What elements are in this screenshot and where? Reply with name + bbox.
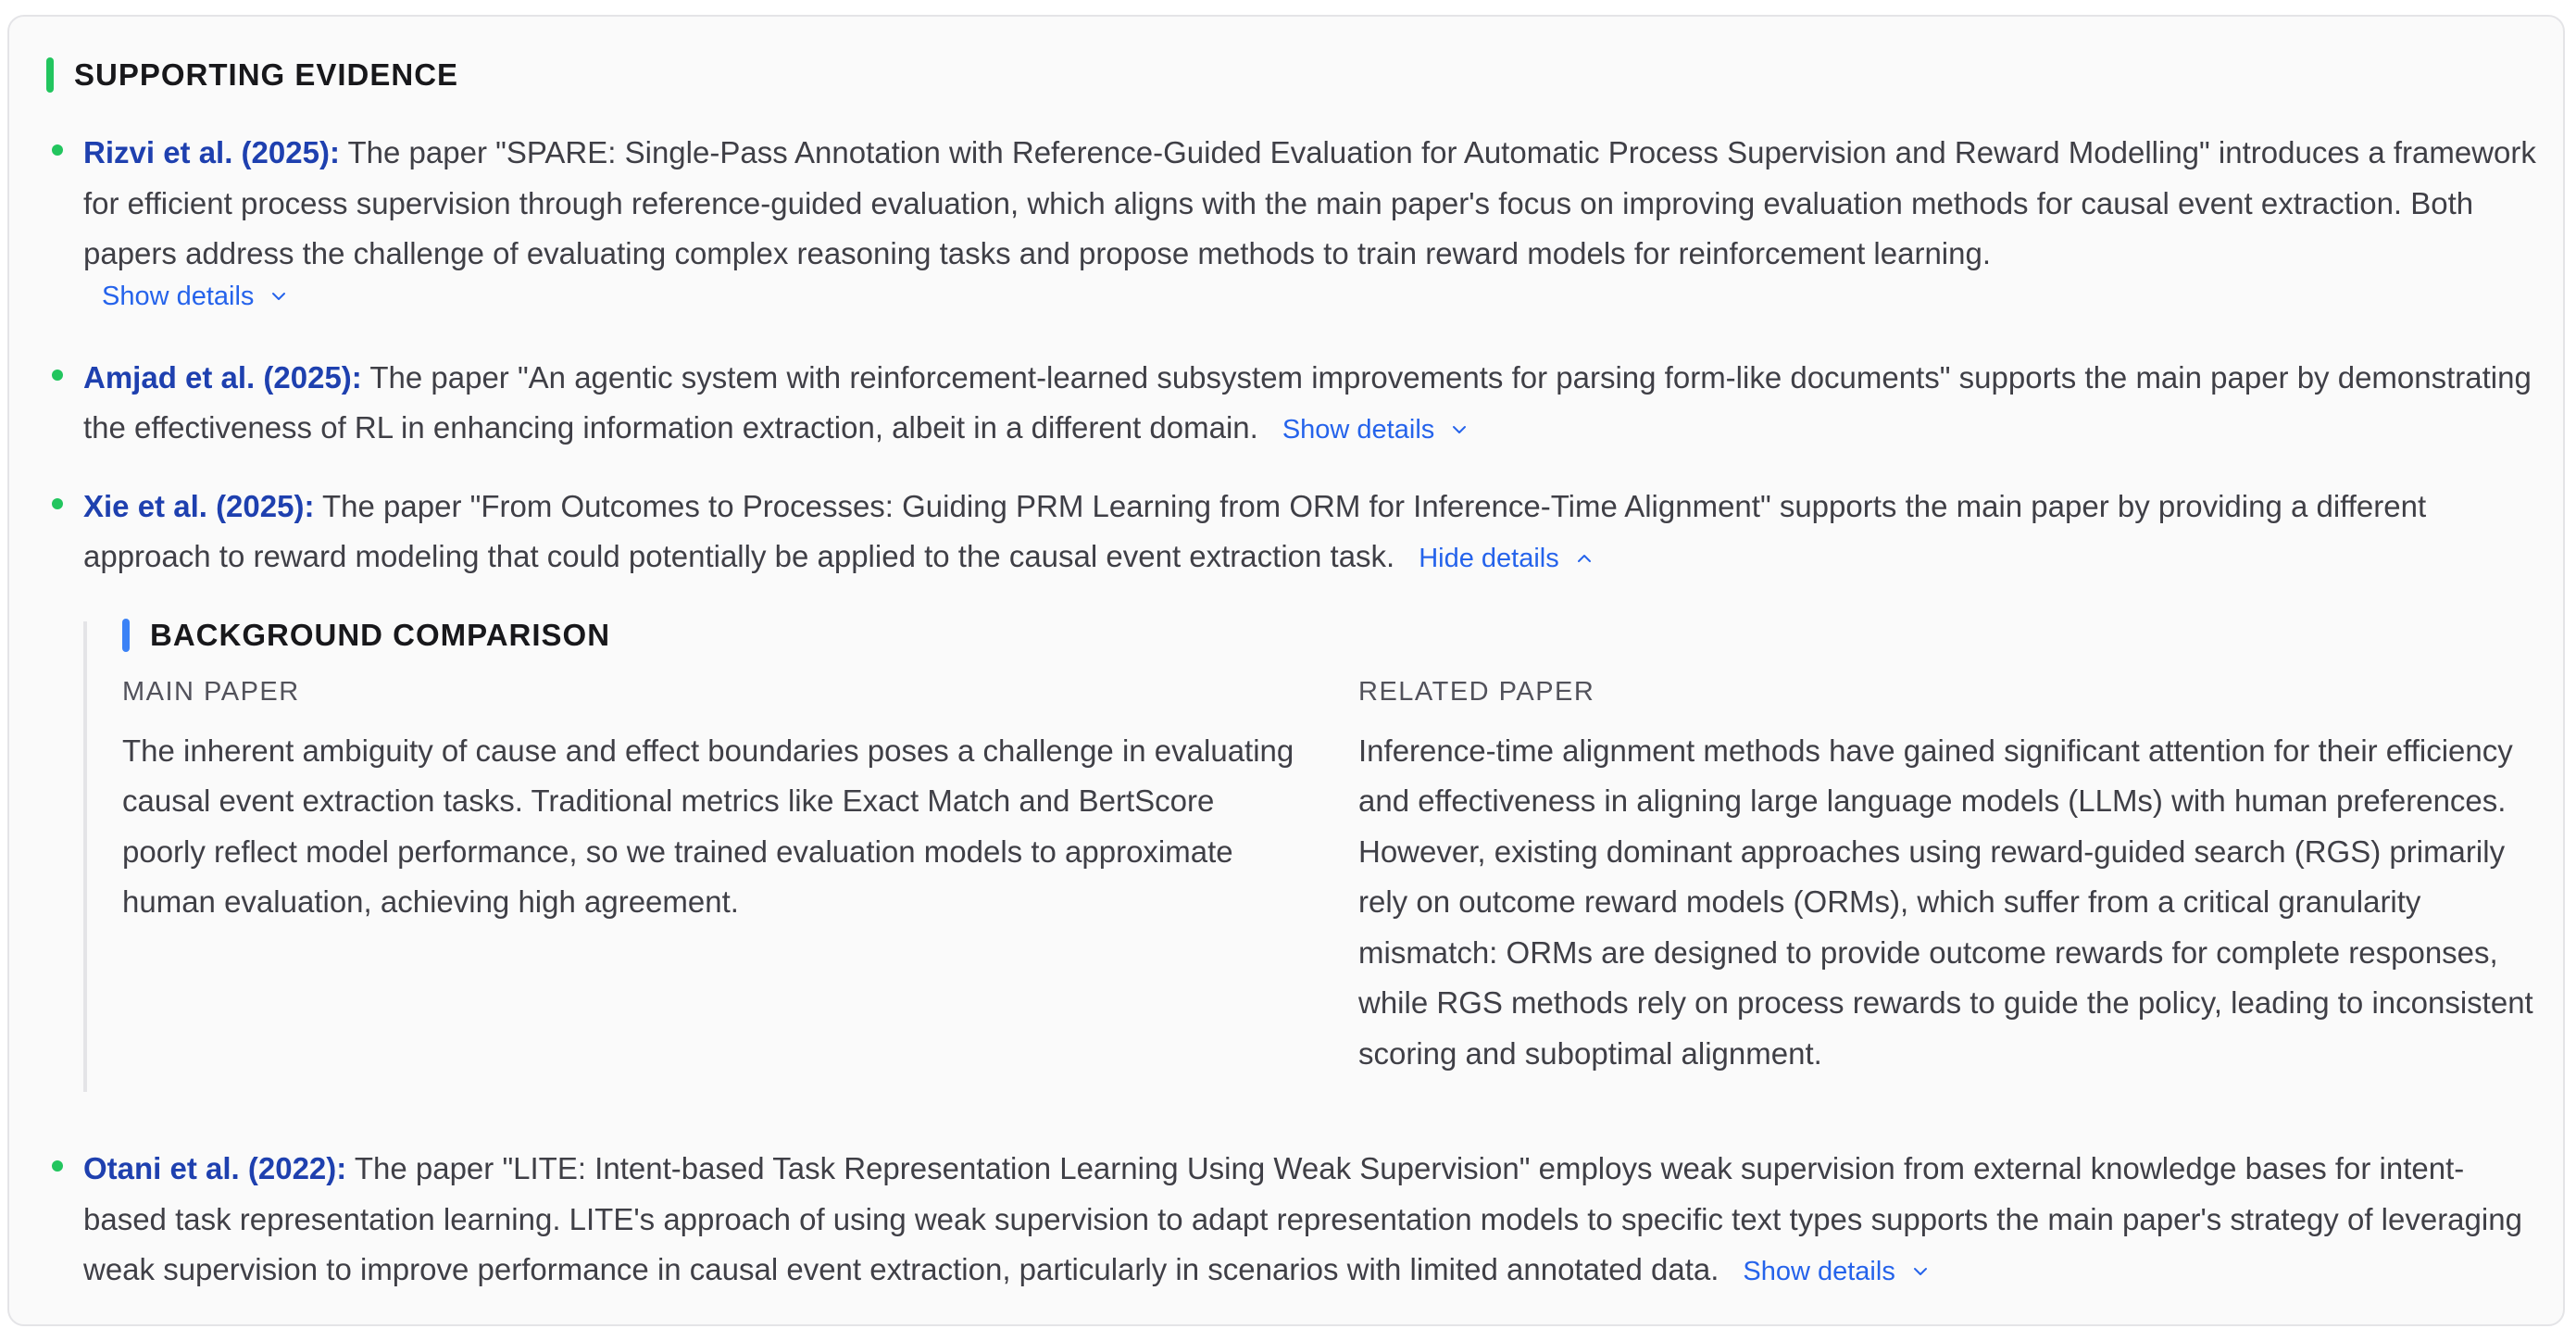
bullet-dot — [52, 1160, 63, 1172]
list-item — [46, 128, 2537, 312]
toggle-label: Show details — [102, 281, 255, 311]
hide-details-button[interactable] — [1419, 533, 1593, 584]
evidence-summary: The paper "An agentic system with reinforcement-learned subsystem improvements for parsing form-like documents" supports the main paper by demonstrating the effectiveness of RL in enhancing information extraction, albeit in a different domain. — [83, 359, 2532, 445]
related-paper-label: RELATED PAPER — [1358, 676, 1595, 707]
evidence-list — [46, 128, 2537, 1322]
show-details-button[interactable] — [1282, 405, 1468, 456]
section-header — [46, 57, 458, 93]
supporting-evidence-card — [7, 15, 2565, 1326]
chevron-down-icon — [270, 288, 287, 305]
chevron-down-icon — [1912, 1263, 1929, 1280]
citation-link[interactable]: Otani et al. (2022): — [83, 1151, 347, 1185]
show-details-button[interactable] — [1743, 1247, 1928, 1297]
chevron-down-icon — [1451, 421, 1468, 438]
chevron-up-icon — [1576, 550, 1593, 567]
evidence-text — [83, 482, 2537, 584]
bullet-dot — [52, 144, 63, 156]
list-item — [46, 353, 2537, 456]
bullet-dot — [52, 498, 63, 509]
toggle-label: Show details — [1282, 415, 1435, 445]
list-item — [46, 482, 2537, 1093]
related-paper-column — [1358, 677, 2537, 1080]
details-header — [122, 618, 2537, 653]
evidence-summary: The paper "SPARE: Single-Pass Annotation with Reference-Guided Evaluation for Automatic Process Supervision and Reward Modelling" introduces a framework for efficient process supervision through reference-guided evaluation, which aligns with the main paper's focus on improving evaluation methods for causal event extraction. Both papers address the challenge of evaluating complex reasoning tasks and propose methods to train reward models for reinforcement learning. — [83, 135, 2536, 270]
evidence-summary: The paper "LITE: Intent-based Task Representation Learning Using Weak Supervision" employs weak supervision from external knowledge bases for intent-based task representation learning. LITE's approach of using weak supervision to adapt representation models to specific text types supports the main paper's strategy of leveraging weak supervision to improve performance in causal event extraction, particularly in scenarios with limited annotated data. — [83, 1151, 2522, 1286]
show-details-button[interactable] — [102, 282, 2537, 312]
details-accent-bar — [122, 619, 130, 652]
list-item — [46, 1144, 2537, 1297]
main-paper-text: The inherent ambiguity of cause and effect boundaries poses a challenge in evaluating causal event extraction tasks. Traditional metrics like Exact Match and BertScore poorly reflect model performance, so we trained evaluation models to approximate human evaluation, achieving high agreement. — [122, 733, 1294, 919]
section-accent-bar — [46, 57, 54, 93]
evidence-text — [83, 1144, 2537, 1297]
evidence-summary: The paper "From Outcomes to Processes: Guiding PRM Learning from ORM for Inference-Time Alignment" supports the main paper by providing a different approach to reward modeling that could potentially be applied to the causal event extraction task. — [83, 488, 2427, 573]
main-paper-column — [122, 677, 1301, 1080]
section-title: SUPPORTING EVIDENCE — [74, 57, 459, 92]
main-paper-label: MAIN PAPER — [122, 676, 300, 707]
details-title: BACKGROUND COMPARISON — [150, 617, 611, 652]
citation-link[interactable]: Xie et al. (2025): — [83, 488, 315, 523]
evidence-text — [83, 353, 2537, 456]
related-paper-text: Inference-time alignment methods have gained significant attention for their efficiency and effectiveness in aligning large language models (LLMs) with human preferences. However, existing dominant approaches using reward-guided search (RGS) primarily rely on outcome reward models (ORMs), which suffer from a critical granularity mismatch: ORMs are designed to provide outcome rewards for complete responses, while RGS methods rely on process rewards to guide the policy, leading to inconsistent scoring and suboptimal alignment. — [1358, 733, 2533, 1071]
evidence-text — [83, 128, 2537, 280]
toggle-label: Show details — [1743, 1257, 1895, 1286]
comparison-columns — [122, 677, 2537, 1080]
toggle-label: Hide details — [1419, 544, 1559, 573]
background-comparison-panel — [83, 617, 2537, 1093]
citation-link[interactable]: Rizvi et al. (2025): — [83, 135, 340, 169]
bullet-dot — [52, 370, 63, 381]
citation-link[interactable]: Amjad et al. (2025): — [83, 359, 362, 395]
